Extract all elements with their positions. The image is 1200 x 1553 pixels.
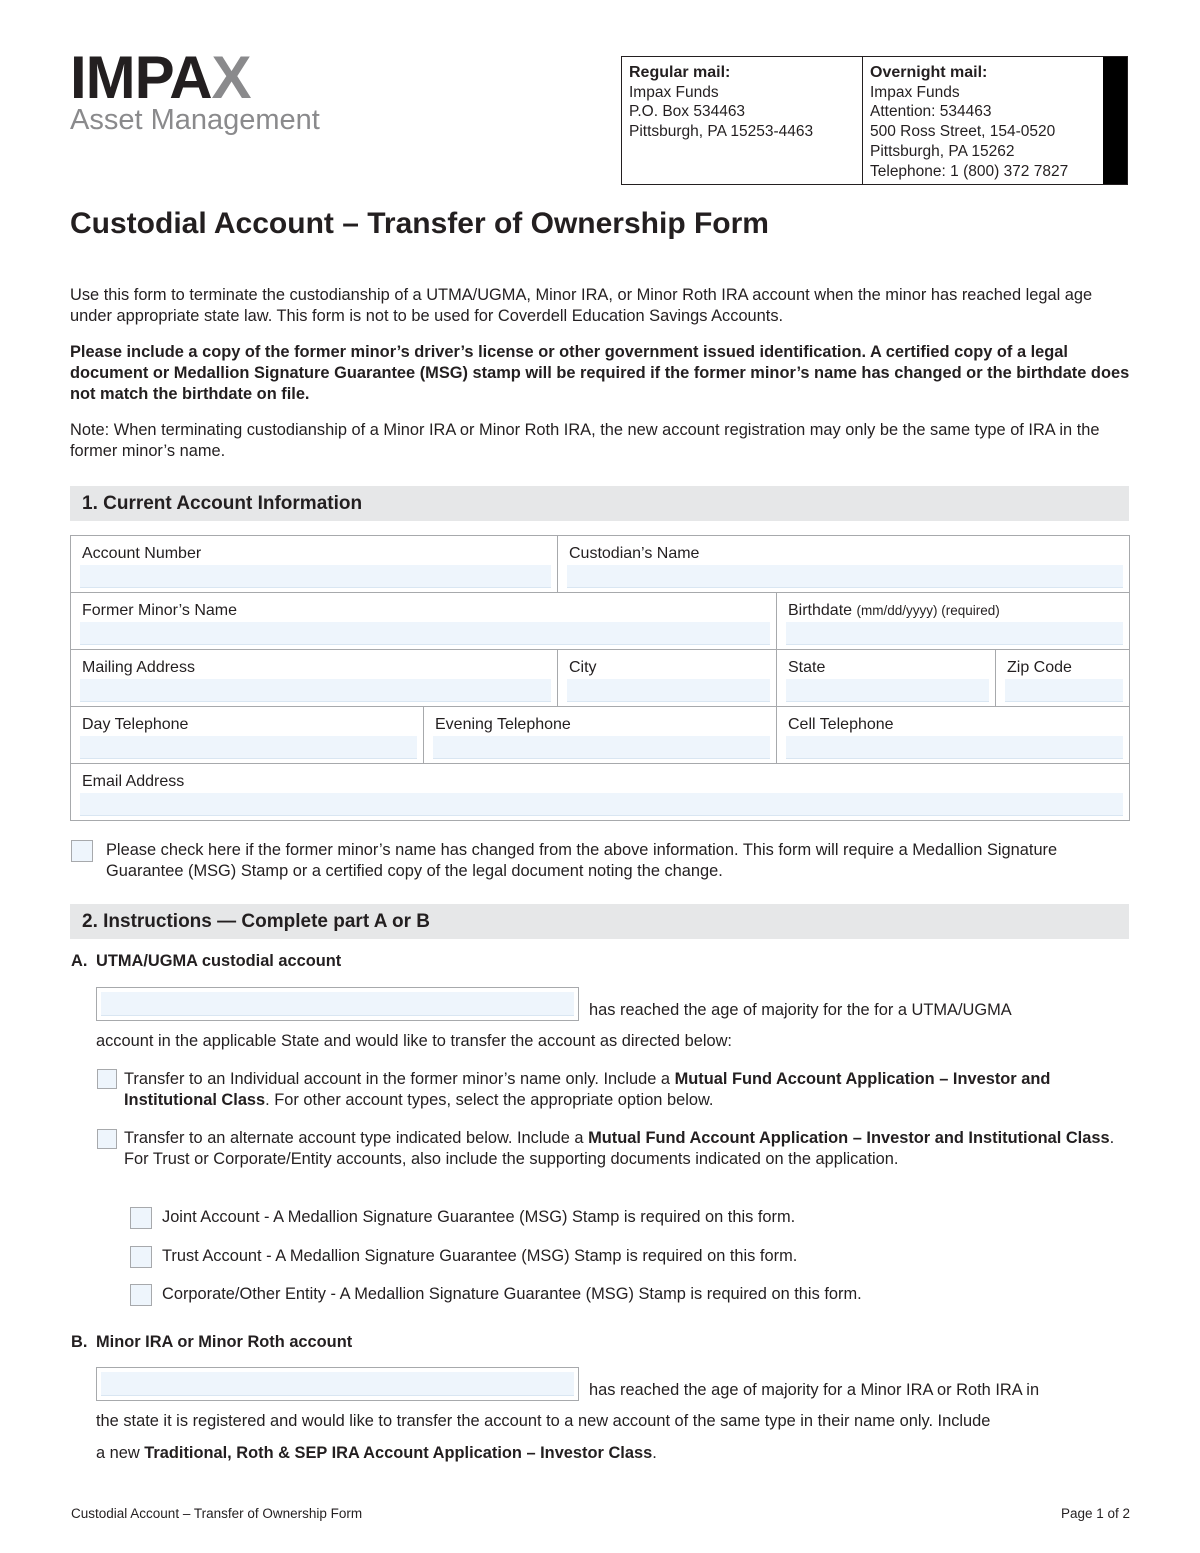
part-a-sentence-2: account in the applicable State and would like to transfer the account as directed below:: [96, 1032, 732, 1050]
name-changed-text: Please check here if the former minor’s name has changed from the above information. This form will require a Medallion Signature Guarantee (MSG) Stamp or a certified copy of the legal document noting the change.: [106, 841, 1058, 880]
field-label: State: [788, 659, 826, 676]
option-text: Transfer to an Individual account in the former minor’s name only. Include a: [124, 1070, 675, 1088]
part-a-sentence-1: has reached the age of majority for the for a UTMA/UGMA: [589, 1001, 1012, 1019]
impax-logo: [70, 44, 251, 111]
overnight-mail-line: 500 Ross Street, 154-0520: [870, 123, 1056, 141]
grid-row: [71, 592, 1129, 649]
part-b-minor-name-input[interactable]: [101, 1372, 574, 1396]
trust-account-text: Trust Account - A Medallion Signature Guarantee (MSG) Stamp is required on this form.: [162, 1247, 798, 1265]
field-label: Account Number: [82, 545, 202, 562]
mailing-address-field[interactable]: [71, 650, 557, 706]
field-label: City: [569, 659, 597, 676]
option-bold: Mutual Fund Account Application – Investor and Institutional Class: [124, 1070, 1051, 1109]
footer-page-number: Page 1 of 2: [1060, 1506, 1130, 1521]
state-input[interactable]: [786, 679, 989, 702]
custodian-name-field[interactable]: [557, 536, 1129, 592]
field-label: Former Minor’s Name: [82, 602, 237, 619]
day-telephone-input[interactable]: [80, 736, 417, 759]
account-number-input[interactable]: [80, 565, 551, 588]
individual-account-checkbox[interactable]: [97, 1069, 117, 1089]
overnight-mail-line: Pittsburgh, PA 15262: [870, 142, 1015, 160]
joint-account-checkbox[interactable]: [130, 1207, 152, 1229]
logo-word: IMPA: [70, 44, 212, 111]
birthdate-field[interactable]: [776, 593, 1129, 649]
part-b-sentence-1: has reached the age of majority for a Minor IRA or Roth IRA in: [589, 1381, 1040, 1399]
cell-telephone-field[interactable]: [776, 707, 1129, 763]
field-label: Cell Telephone: [788, 716, 894, 733]
overnight-mail-line: Impax Funds: [870, 83, 960, 101]
section-2-heading: 2. Instructions — Complete part A or B: [70, 904, 1129, 939]
overnight-mail-line: Attention: 534463: [870, 103, 992, 121]
part-b-title: Minor IRA or Minor Roth account: [96, 1333, 353, 1351]
part-a-minor-name-box[interactable]: [96, 987, 579, 1021]
trust-account-checkbox[interactable]: [130, 1246, 152, 1268]
birthdate-input[interactable]: [786, 622, 1123, 645]
part-a-title: UTMA/UGMA custodial account: [96, 952, 342, 970]
grid-row: [71, 706, 1129, 763]
regular-mail-line: Impax Funds: [629, 83, 719, 101]
part-a-minor-name-input[interactable]: [101, 992, 574, 1016]
former-minor-name-field[interactable]: [71, 593, 776, 649]
intro-paragraph: Use this form to terminate the custodianship of a UTMA/UGMA, Minor IRA, or Minor Roth IRA account when the minor has reached legal age under appropriate state law. This form is not to be used for Coverdell Education Savings Accounts.: [70, 286, 1093, 325]
part-b-minor-name-box[interactable]: [96, 1367, 579, 1401]
option-text: . For other account types, select the appropriate option below.: [265, 1091, 714, 1109]
former-minor-name-input[interactable]: [80, 622, 770, 645]
email-address-input[interactable]: [80, 793, 1123, 816]
mailing-address-input[interactable]: [80, 679, 551, 702]
ira-application-name: Traditional, Roth & SEP IRA Account Application – Investor Class: [144, 1444, 653, 1462]
regular-mail-heading: Regular mail:: [629, 64, 731, 81]
field-label: Email Address: [82, 773, 185, 790]
corporate-entity-text: Corporate/Other Entity - A Medallion Signature Guarantee (MSG) Stamp is required on this form.: [162, 1285, 862, 1303]
regular-mail-line: P.O. Box 534463: [629, 103, 746, 121]
cell-telephone-input[interactable]: [786, 736, 1123, 759]
logo-subtitle: Asset Management: [70, 104, 320, 136]
overnight-mail: [863, 57, 1103, 184]
overnight-mail-heading: Overnight mail:: [870, 64, 988, 81]
logo-x: X: [211, 44, 251, 111]
ira-note-paragraph: Note: When terminating custodianship of a Minor IRA or Minor Roth IRA, the new account registration may only be the same type of IRA in the former minor’s name.: [70, 421, 1100, 460]
regular-mail: [622, 57, 863, 184]
custodian-name-input[interactable]: [567, 565, 1123, 588]
mail-box-black-bar: [1103, 57, 1127, 184]
regular-mail-line: Pittsburgh, PA 15253-4463: [629, 123, 814, 141]
field-label: Zip Code: [1007, 659, 1072, 676]
sentence-text: a new: [96, 1444, 145, 1462]
part-b-sentence-2: the state it is registered and would like to transfer the account to a new account of the same type in their name only. Include: [96, 1412, 991, 1430]
field-label: [788, 601, 1118, 621]
page-title: Custodial Account – Transfer of Ownership Form: [70, 207, 769, 240]
name-changed-checkbox[interactable]: [71, 840, 93, 862]
option-bold: Mutual Fund Account Application – Investor and Institutional Class: [588, 1129, 1110, 1147]
account-info-grid: [70, 535, 1130, 821]
part-b-label: B.: [71, 1333, 88, 1351]
grid-row: [71, 763, 1129, 820]
alternate-account-checkbox[interactable]: [97, 1129, 117, 1149]
field-label: Day Telephone: [82, 716, 189, 733]
option-text: Transfer to an alternate account type indicated below. Include a: [124, 1129, 589, 1147]
footer-form-name: Custodial Account – Transfer of Ownership Form: [71, 1506, 363, 1521]
id-requirement-paragraph: Please include a copy of the former minor’s driver’s license or other government issued identification. A certified copy of a legal document or Medallion Signature Guarantee (MSG) stamp will be required if the former minor’s name has changed or the birthdate does not match the birthdate on file.: [70, 343, 1130, 403]
zip-code-field[interactable]: [995, 650, 1129, 706]
birthdate-hint: (mm/dd/yyyy) (required): [856, 603, 1000, 618]
grid-row: [71, 649, 1129, 706]
part-b-sentence-3: [96, 1443, 657, 1464]
city-field[interactable]: [557, 650, 776, 706]
corporate-entity-checkbox[interactable]: [130, 1284, 152, 1306]
city-input[interactable]: [567, 679, 770, 702]
option-text: . For Trust or Corporate/Entity accounts, also include the supporting documents indicated on the application.: [124, 1129, 1115, 1168]
alternate-account-text: [124, 1128, 1130, 1170]
email-address-field[interactable]: [71, 764, 1129, 820]
evening-telephone-input[interactable]: [433, 736, 770, 759]
individual-account-text: [124, 1069, 1130, 1111]
sentence-text: .: [652, 1444, 657, 1462]
overnight-mail-line: Telephone: 1 (800) 372 7827: [870, 162, 1069, 180]
section-1-heading: 1. Current Account Information: [70, 486, 1129, 521]
zip-code-input[interactable]: [1005, 679, 1123, 702]
evening-telephone-field[interactable]: [423, 707, 776, 763]
mailing-address-box: [621, 56, 1128, 185]
field-label: Evening Telephone: [435, 716, 571, 733]
part-a-label: A.: [71, 952, 88, 970]
day-telephone-field[interactable]: [71, 707, 423, 763]
grid-row: [71, 536, 1129, 592]
birthdate-label: Birthdate: [788, 602, 853, 619]
state-field[interactable]: [776, 650, 995, 706]
field-label: Mailing Address: [82, 659, 195, 676]
field-label: Custodian’s Name: [569, 545, 700, 562]
account-number-field[interactable]: [71, 536, 557, 592]
joint-account-text: Joint Account - A Medallion Signature Guarantee (MSG) Stamp is required on this form.: [162, 1208, 796, 1226]
